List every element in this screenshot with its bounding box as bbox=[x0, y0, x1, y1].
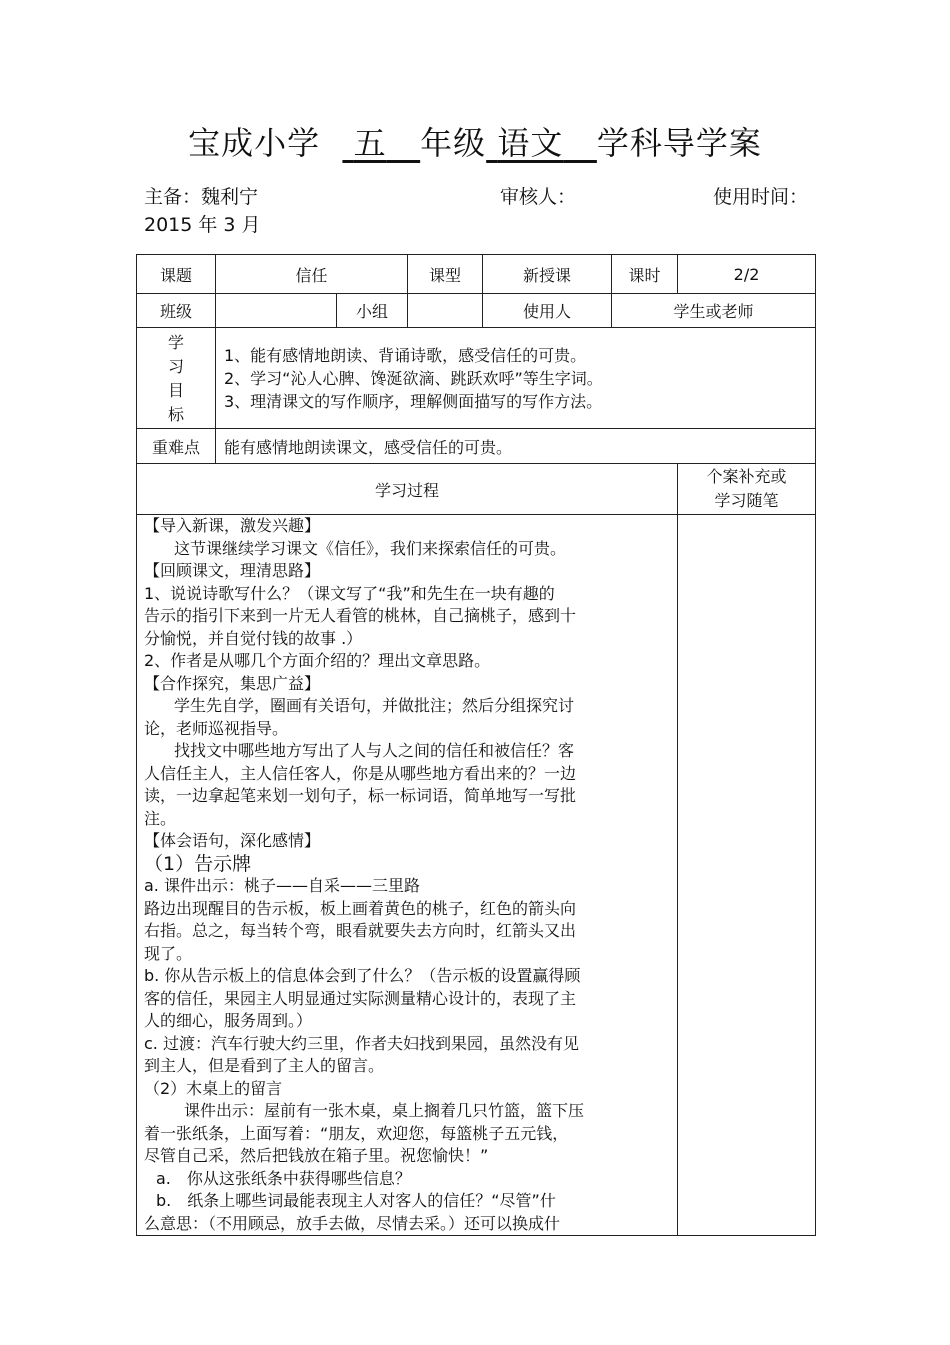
process-line: 这节课继续学习课文《信任》，我们来探索信任的可贵。 bbox=[174, 538, 567, 558]
process-line: 找找文中哪些地方写出了人与人之间的信任和被信任？客 bbox=[174, 741, 575, 760]
group-value bbox=[408, 294, 483, 328]
notes-header-line: 个案补充或 bbox=[706, 467, 787, 486]
process-line: 注。 bbox=[144, 808, 177, 828]
goal-item: 1、能有感情地朗读、背诵诗歌，感受信任的可贵。 bbox=[224, 345, 587, 365]
table-row bbox=[137, 515, 816, 1236]
notes-header-line: 学习随笔 bbox=[714, 491, 779, 510]
goal-item: 3、理清课文的写作顺序，理解侧面描写的写作方法。 bbox=[224, 391, 603, 411]
process-line: b. 你从告示板上的信息体会到了什么？（告示板的设置赢得顾 bbox=[144, 966, 581, 985]
hours-value: 2/2 bbox=[678, 255, 816, 294]
grade-blank bbox=[342, 124, 420, 162]
process-line: 课件出示：屋前有一张木桌，桌上搁着几只竹篮，篮下压 bbox=[184, 1101, 585, 1120]
process-line: 论，老师巡视指导。 bbox=[144, 718, 289, 738]
grade-value: 五 bbox=[353, 124, 387, 162]
process-line: c. 过渡：汽车行驶大约三里，作者夫妇找到果园，虽然没有见 bbox=[144, 1033, 579, 1053]
process-line: 右指。总之，每当转个弯，眼看就要失去方向时，红箭头又出 bbox=[144, 921, 577, 940]
class-label: 班级 bbox=[137, 294, 216, 328]
subsection-heading: （1）告示牌 bbox=[144, 852, 252, 875]
hours-label: 课时 bbox=[612, 255, 678, 294]
subsection-heading: （2）木桌上的留言 bbox=[144, 1078, 283, 1098]
process-line: 分愉悦，并自觉付钱的故事 .） bbox=[144, 628, 363, 648]
process-line: 到主人，但是看到了主人的留言。 bbox=[144, 1056, 385, 1075]
doc-type: 学科导学案 bbox=[596, 124, 762, 162]
process-line: 告示的指引下来到一片无人看管的桃林，自己摘桃子，感到十 bbox=[144, 606, 577, 625]
grade-label: 年级 bbox=[420, 124, 487, 162]
topic-label: 课题 bbox=[137, 255, 216, 294]
type-value: 新授课 bbox=[483, 255, 612, 294]
process-line: 路边出现醒目的告示板，板上画着黄色的桃子，红色的箭头向 bbox=[144, 898, 577, 918]
goal-item: 2、学习“沁人心脾、馋涎欲滴、跳跃欢呼”等生字词。 bbox=[224, 368, 603, 388]
process-line: 人的细心，服务周到。） bbox=[144, 1011, 313, 1030]
process-line: 学生先自学，圈画有关语句，并做批注；然后分组探究讨 bbox=[174, 696, 575, 715]
user-label: 使用人 bbox=[483, 294, 612, 328]
user-value: 学生或老师 bbox=[612, 294, 816, 328]
goals-label-char: 目 bbox=[167, 381, 184, 400]
notes-header bbox=[678, 464, 816, 515]
class-value bbox=[216, 294, 337, 328]
table-row bbox=[137, 294, 816, 328]
process-line: b. 纸条上哪些词最能表现主人对客人的信任？“尽管”什 bbox=[156, 1191, 556, 1210]
date-text: 2015 年 3 月 bbox=[144, 214, 261, 236]
process-line: 着一张纸条，上面写着：“朋友，欢迎您，每篮桃子五元钱， bbox=[144, 1123, 569, 1143]
author-name: 魏利宁 bbox=[201, 186, 259, 208]
process-line: 现了。 bbox=[144, 943, 193, 963]
notes-cell bbox=[678, 515, 816, 1236]
table-row bbox=[137, 429, 816, 464]
subject-value: 语文 bbox=[497, 124, 564, 162]
author-line bbox=[144, 182, 258, 209]
process-line: 读，一边拿起笔来划一划句子，标一标词语，简单地写一写批 bbox=[144, 786, 577, 805]
table-row bbox=[137, 464, 816, 515]
time-label: 使用时间： bbox=[712, 186, 808, 208]
goals-label-char: 标 bbox=[167, 405, 184, 424]
section-heading: 【回顾课文，理清思路】 bbox=[144, 561, 321, 580]
process-line: a. 课件出示：桃子——自采——三里路 bbox=[144, 876, 420, 895]
key-label: 重难点 bbox=[137, 429, 216, 464]
group-label: 小组 bbox=[337, 294, 408, 328]
section-heading: 【导入新课，激发兴趣】 bbox=[144, 516, 321, 535]
process-line: 人信任主人，主人信任客人，你是从哪些地方看出来的？一边 bbox=[144, 763, 577, 783]
author-label: 主备： bbox=[144, 186, 202, 208]
process-line: 尽管自己采，然后把钱放在箱子里。祝您愉快！” bbox=[144, 1146, 489, 1165]
goals-label-char: 习 bbox=[167, 357, 184, 376]
goals-label bbox=[137, 328, 216, 429]
key-value: 能有感情地朗读课文，感受信任的可贵。 bbox=[216, 429, 816, 464]
section-heading: 【合作探究，集思广益】 bbox=[144, 673, 321, 693]
process-line: 客的信任，果园主人明显通过实际测量精心设计的，表现了主 bbox=[144, 988, 577, 1008]
process-line: 1、说说诗歌写什么？（课文写了“我”和先生在一块有趣的 bbox=[144, 583, 555, 603]
lesson-form-table bbox=[136, 254, 816, 1236]
type-label: 课型 bbox=[408, 255, 483, 294]
process-header: 学习过程 bbox=[137, 464, 678, 515]
topic-value: 信任 bbox=[216, 255, 408, 294]
process-line: a. 你从这张纸条中获得哪些信息？ bbox=[156, 1168, 411, 1188]
goals-label-char: 学 bbox=[167, 333, 184, 352]
page-title bbox=[0, 118, 950, 164]
reviewer-label: 审核人： bbox=[500, 186, 577, 208]
school-name: 宝成小学 bbox=[188, 124, 321, 162]
table-row bbox=[137, 328, 816, 429]
subject-blank bbox=[486, 124, 597, 162]
process-line: 么意思：（不用顾忌，放手去做，尽情去采。）还可以换成什 bbox=[144, 1213, 561, 1233]
table-row bbox=[137, 255, 816, 294]
goals-list bbox=[216, 328, 816, 429]
section-heading: 【体会语句，深化感情】 bbox=[144, 831, 321, 850]
process-line: 2、作者是从哪几个方面介绍的？理出文章思路。 bbox=[144, 651, 491, 670]
process-content bbox=[137, 515, 678, 1236]
